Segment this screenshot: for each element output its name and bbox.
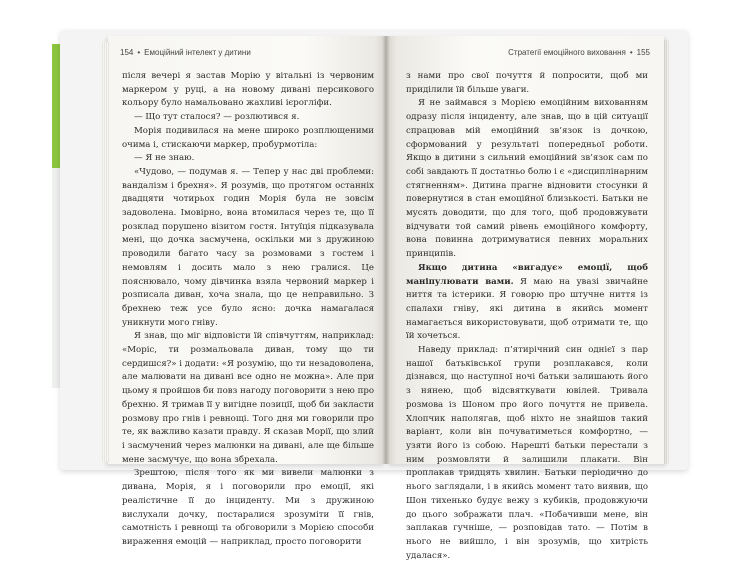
page-edges-left: [102, 42, 110, 462]
open-book: [108, 36, 664, 561]
paragraph: — Я не знаю.: [134, 153, 195, 164]
paragraph: після вечері я застав Морію у вітальні із червоним маркером у руці, а на новому дивані персикового кольору було намальовано жахливі ієрогліфи.: [122, 71, 374, 109]
left-page-header: 154 • Емоційний інтелект у дитини: [120, 48, 251, 57]
right-page-number: 155: [636, 48, 650, 57]
paragraph: Я знав, що міг відповісти їй співчуттям, наприклад: «Моріс, ти розмальовала диван, тому що ти сердишся?» і додати: «Я розумію, що ти незадоволена, але малювати на дивані все одно не можна». Але при цьому я пройшов би повз нагоду поговорити з нею про брехню. Я тримав її у вигідне позиції, щоб би закласти розмову про гнів і ревнощі. Того дня ми говорили про те, як важливо казати правду. Я сказав Морії, що злий і засмучений через малюнки на дивані, але ще більше мене засмучує, що вона збрехала.: [122, 331, 374, 465]
right-running-title: Стратегії емоційного виховання: [508, 48, 626, 57]
left-page: [108, 36, 386, 547]
paragraph: Я не займався з Морією емоційним вихованням одразу після інциденту, але знав, що в цій ситуації спрацював мій емоційний зв’язок із дочкою, сформований у результаті попередньої роботи. Якщо в дитини з сильний емоційний зв’язок сам по собі завдають її достатньо болю і є «дисциплінарним стягненням». Дитина прагне відновити стосунки й повернутися в стан емоційної близькості. Батьки не мусять доводити, що для того, щоб продовжувати відчувати той самий рівень емоційного комфорту, вона повинна дотримуватися певних моральних принципів.: [406, 98, 648, 260]
paragraph: з нами про свої почуття й попросити, щоб ми приділили їй більше уваги.: [406, 71, 648, 95]
paragraph: Наведу приклад: п’ятирічний син однієї з пар нашої батьківської групи розплакався, коли дізнався, що наступної ночі батьки залишають його з нянею, щоб відсвяткувати ювілей. Тривала розмова із Шоном про його почуття не привела. Хлопчик наполягав, щоб ніхто не знайшов такий варіант, коли він почуватиметься комфортно, — узяти його із собою. Нарешті батьки перестали з ним розмовляти й залишили плакати. Він проплакав тридцять хвилин. Батьки періодично до нього заглядали, і в якийсь момент тато виявив, що Шон тихенько будує вежу з кубиків, продовжуючи до цього зображати плач. «Побачивши мене, він заплакав гучніше, — розповідав тато. — Потім в нього не вийшло, і він зрозумів, що хитрість удалася».: [406, 345, 648, 561]
paragraph: Зрештою, після того як ми вивели малюнки з дивана, Морія, я і поговорили про емоції, які реалістичне її до інциденту. Ми з дружиною вислухали дочку, постаралися зрозуміти її гнів, самотність і ревнощі та обговорили з Морією способи вираження емоцій — наприклад, просто поговорити: [122, 468, 374, 547]
paragraph: Якщо дитина «вигадує» емоції, щоб маніпулювати вами. Я маю на увазі звичайне ниття та істерики. Я говорю про штучне ниття із спалахи гніву, які дитина в якийсь момент намагається використовувати, щоб отримати те, що їй хочеться.: [406, 262, 648, 342]
right-page-text: [406, 70, 648, 561]
paragraph: — Що тут сталося? — розлютився я.: [134, 112, 300, 123]
left-page-number: 154: [120, 48, 134, 57]
left-page-text: [122, 70, 374, 547]
book-gutter: [382, 36, 390, 464]
right-page-header: Стратегії емоційного виховання • 155: [508, 48, 650, 57]
right-page: [386, 36, 664, 561]
bold-lead-in: Якщо дитина «вигадує» емоції, щоб маніпулювати вами.: [406, 262, 648, 287]
left-running-title: Емоційний інтелект у дитини: [144, 48, 251, 57]
paragraph: Морія подивилася на мене широко розплющеними очима і, стискаючи маркер, пробурмотіла:: [122, 125, 374, 150]
paragraph: «Чудово, — подумав я. — Тепер у нас дві проблеми: вандалізм і брехня». Я розумів, що протягом останніх двадцяти чотирьох годин Морія була не зовсім задоволена. Імовірно, вона втомилася через те, що її розклад порушено візитом гостя. Інтуїція підказувала мені, що дочка засмучена, оскільки ми з дружиною проводили багато часу за розмовами з гостем і немовлям і досить мало з нею гралися. Це пояснювало, чому дівчинка взяла червоний маркер і розписала диван, хоча знала, що це неправильно. З брехнею теж усе було ясно: дочка намагалася уникнути мого гніву.: [122, 166, 374, 328]
